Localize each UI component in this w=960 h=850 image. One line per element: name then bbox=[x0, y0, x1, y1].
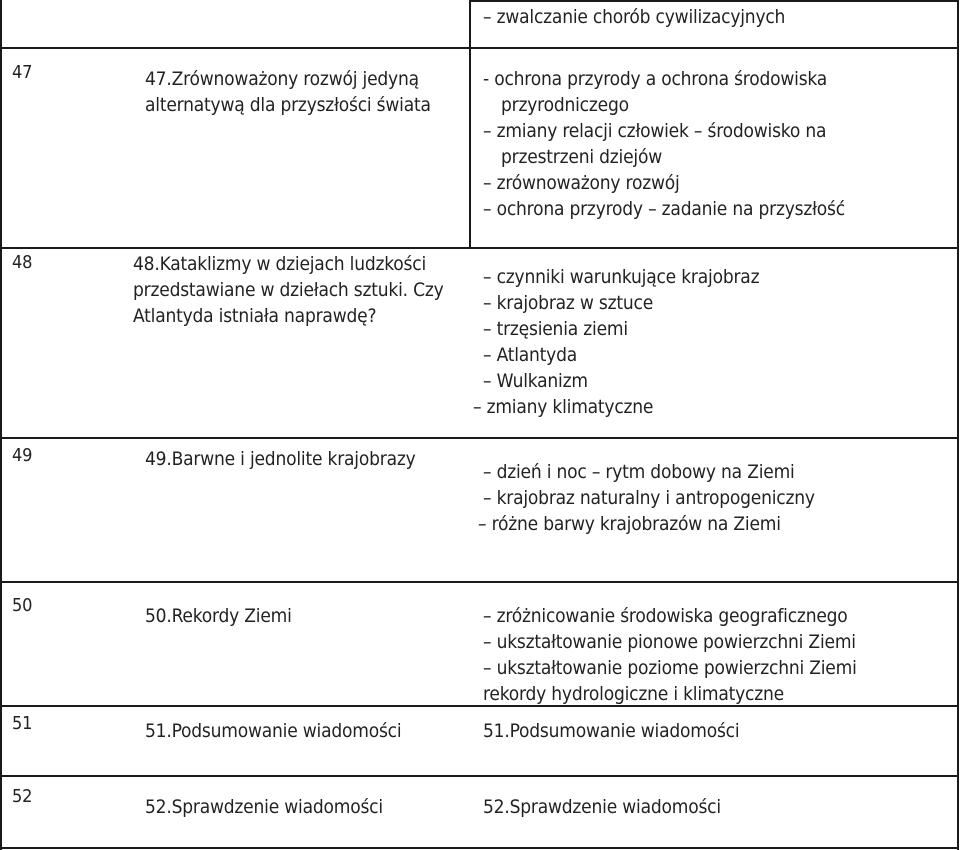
row-divider bbox=[0, 247, 959, 249]
list-item: rekordy hydrologiczne i klimatyczne bbox=[483, 683, 784, 705]
row-divider bbox=[0, 581, 959, 583]
lesson-topic: 50.Rekordy Ziemi bbox=[145, 605, 292, 627]
row-number: 47 bbox=[12, 62, 33, 83]
lesson-topic: 51.Podsumowanie wiadomości bbox=[145, 720, 402, 742]
table-border-left bbox=[0, 0, 2, 850]
list-item: – różne barwy krajobrazów na Ziemi bbox=[478, 513, 781, 535]
list-item: – trzęsienia ziemi bbox=[483, 318, 628, 340]
table-border-bottom bbox=[0, 847, 959, 849]
row-divider bbox=[0, 437, 959, 439]
lesson-topic: 52.Sprawdzenie wiadomości bbox=[145, 796, 383, 818]
list-item: przestrzeni dziejów bbox=[501, 146, 662, 168]
list-item: – krajobraz w sztuce bbox=[483, 292, 654, 314]
lesson-topic: 47.Zrównoważony rozwój jedyną alternatywą dla przyszłości świata bbox=[145, 68, 431, 116]
row-number: 51 bbox=[12, 713, 33, 734]
list-item: – Atlantyda bbox=[483, 344, 578, 366]
list-item: – krajobraz naturalny i antropogeniczny bbox=[483, 487, 815, 509]
list-item: – ukształtowanie poziome powierzchni Ziemi bbox=[483, 657, 857, 679]
list-item: – zrównoważony rozwój bbox=[483, 172, 680, 194]
lesson-topic: 49.Barwne i jednolite krajobrazy bbox=[145, 448, 416, 470]
row-number: 52 bbox=[12, 786, 33, 807]
list-item: – czynniki warunkujące krajobraz bbox=[483, 266, 760, 288]
lesson-content-list bbox=[473, 264, 760, 420]
lesson-content-list bbox=[483, 603, 857, 707]
list-item: – zmiany klimatyczne bbox=[473, 396, 654, 418]
column-divider bbox=[469, 0, 471, 248]
lesson-topic: 48.Kataklizmy w dziejach ludzkości przedstawiane w dziełach sztuki. Czy Atlantyda istniała naprawdę? bbox=[133, 253, 444, 327]
table-cell-content: – zwalczanie chorób cywilizacyjnych bbox=[483, 6, 786, 28]
lesson-content-list bbox=[483, 66, 845, 222]
list-item: – zróżnicowanie środowiska geograficznego bbox=[483, 605, 848, 627]
table-cell-content: 52.Sprawdzenie wiadomości bbox=[483, 796, 721, 818]
row-number: 48 bbox=[12, 252, 33, 273]
list-item: – ochrona przyrody – zadanie na przyszłość bbox=[483, 198, 845, 220]
list-item: – ukształtowanie pionowe powierzchni Ziemi bbox=[483, 631, 856, 653]
table-cell-content: 51.Podsumowanie wiadomości bbox=[483, 720, 740, 742]
row-divider bbox=[0, 775, 959, 777]
table-border-right bbox=[957, 0, 959, 850]
list-item: – zmiany relacji człowiek – środowisko na bbox=[483, 120, 827, 142]
row-number: 50 bbox=[12, 595, 33, 616]
row-divider bbox=[0, 47, 959, 49]
row-divider-top bbox=[469, 0, 959, 2]
row-number: 49 bbox=[12, 445, 33, 466]
list-item: - ochrona przyrody a ochrona środowiska bbox=[483, 68, 828, 90]
lesson-content-list bbox=[478, 459, 815, 537]
list-item: – dzień i noc – rytm dobowy na Ziemi bbox=[483, 461, 795, 483]
list-item: przyrodniczego bbox=[501, 94, 629, 116]
list-item: – Wulkanizm bbox=[483, 370, 588, 392]
